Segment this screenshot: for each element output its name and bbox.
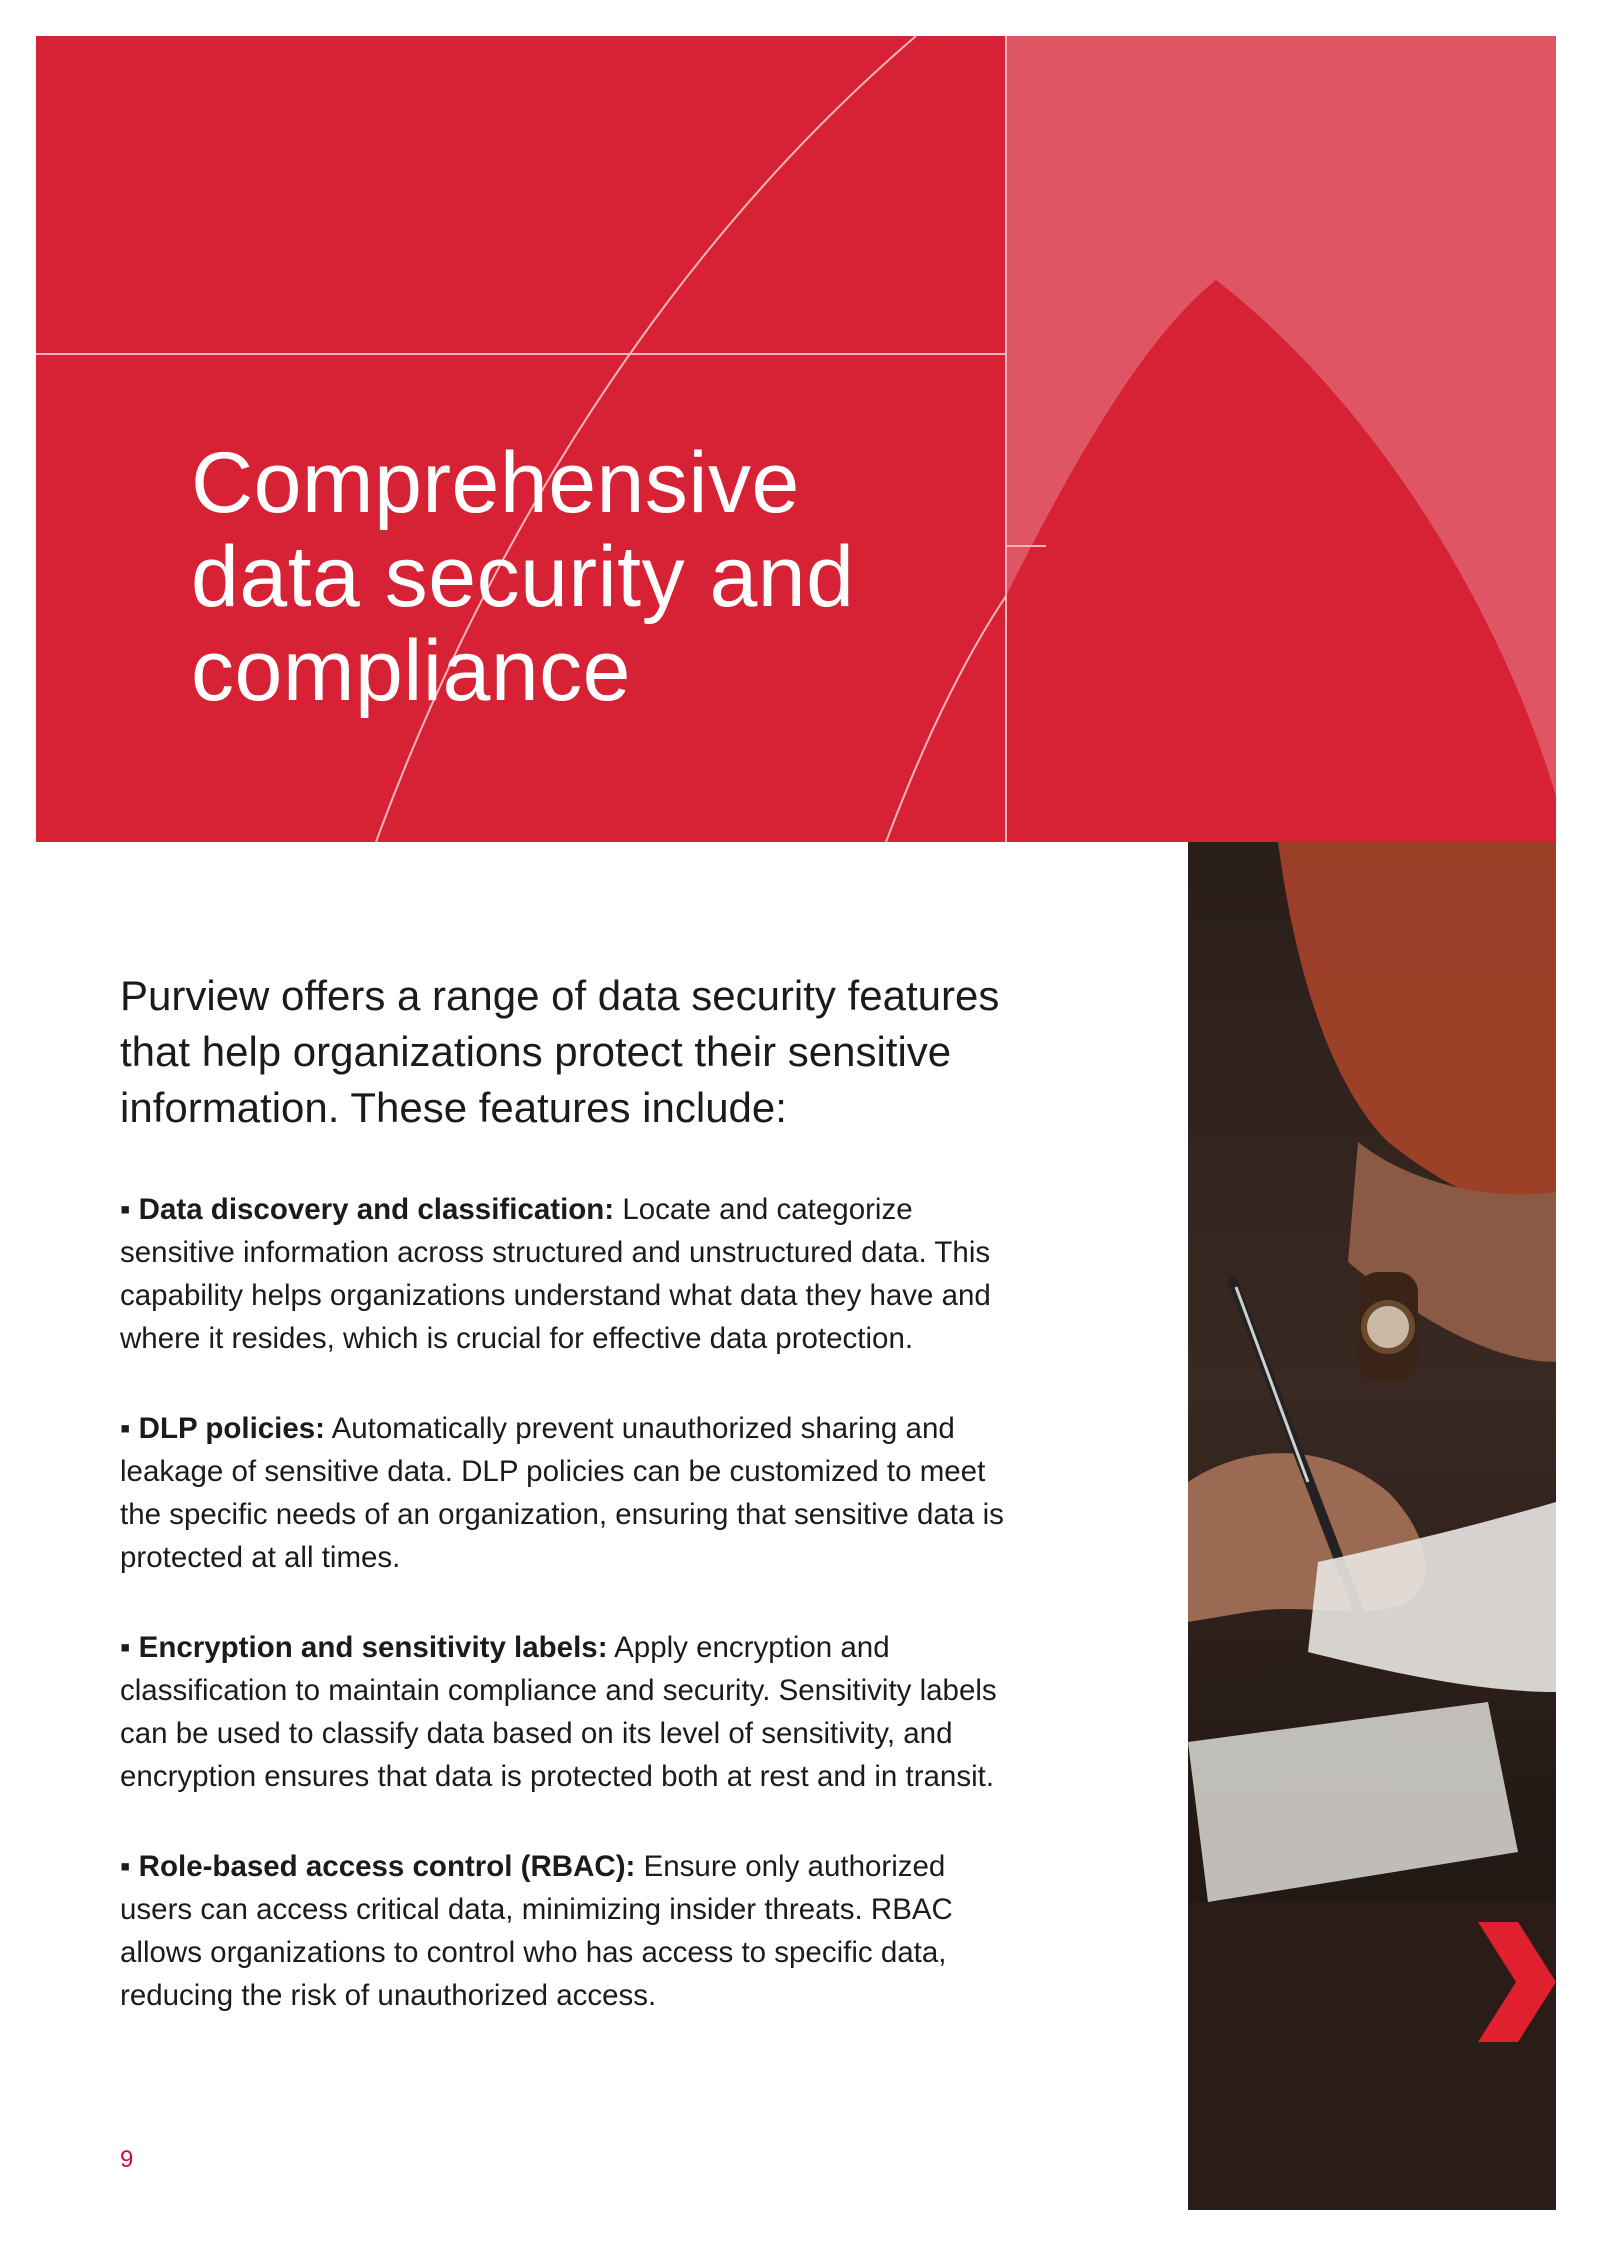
- feature-term: Role-based access control (RBAC):: [138, 1850, 636, 1883]
- feature-description: Locate and categorize sensitive information across structured and unstructured data. This capability helps organizations understand what data they have and where it resides, which is crucial for effective data protection.: [120, 1193, 991, 1355]
- title-line: compliance: [191, 623, 631, 719]
- feature-description: Automatically prevent unauthorized sharing and leakage of sensitive data. DLP policies can be customized to meet the specific needs of an organization, ensuring that sensitive data is protected at all times.: [120, 1412, 1004, 1574]
- bullet-icon: ▪: [120, 1412, 131, 1445]
- bullet-icon: ▪: [120, 1850, 131, 1883]
- bullet-icon: ▪: [120, 1631, 131, 1664]
- feature-item: [120, 1626, 1020, 1798]
- title-line: Comprehensive: [191, 435, 800, 531]
- bullet-icon: ▪: [120, 1193, 131, 1226]
- main-content: [120, 968, 1020, 2064]
- hands-signing-document-photo: [1188, 842, 1556, 2210]
- feature-description: Apply encryption and classification to maintain compliance and security. Sensitivity labels can be used to classify data based on its level of sensitivity, and encryption ensures that data is protected both at rest and in transit.: [120, 1631, 997, 1793]
- title-line: data security and: [191, 529, 855, 625]
- feature-term: DLP policies:: [138, 1412, 326, 1445]
- pen-clip: [1236, 1287, 1308, 1482]
- photo-illustration: [1188, 842, 1556, 2210]
- feature-item: [120, 1845, 1020, 2017]
- feature-item: [120, 1188, 1020, 1360]
- intro-paragraph: Purview offers a range of data security features that help organizations protect their sensitive information. These features include:: [120, 972, 1000, 1131]
- orange-sleeve: [1278, 842, 1556, 1207]
- feature-term: Encryption and sensitivity labels:: [138, 1631, 608, 1664]
- page-number: 9: [120, 2146, 134, 2173]
- feature-term: Data discovery and classification:: [138, 1193, 615, 1226]
- hero-banner: [36, 36, 1556, 842]
- feature-item: [120, 1407, 1020, 1579]
- paper-2: [1188, 1702, 1518, 1902]
- feature-description: Ensure only authorized users can access critical data, minimizing insider threats. RBAC allows organizations to control who has access to specific data, reducing the risk of unauthorized access.: [120, 1850, 953, 2012]
- page-title: [191, 436, 911, 718]
- watch-face: [1364, 1303, 1412, 1351]
